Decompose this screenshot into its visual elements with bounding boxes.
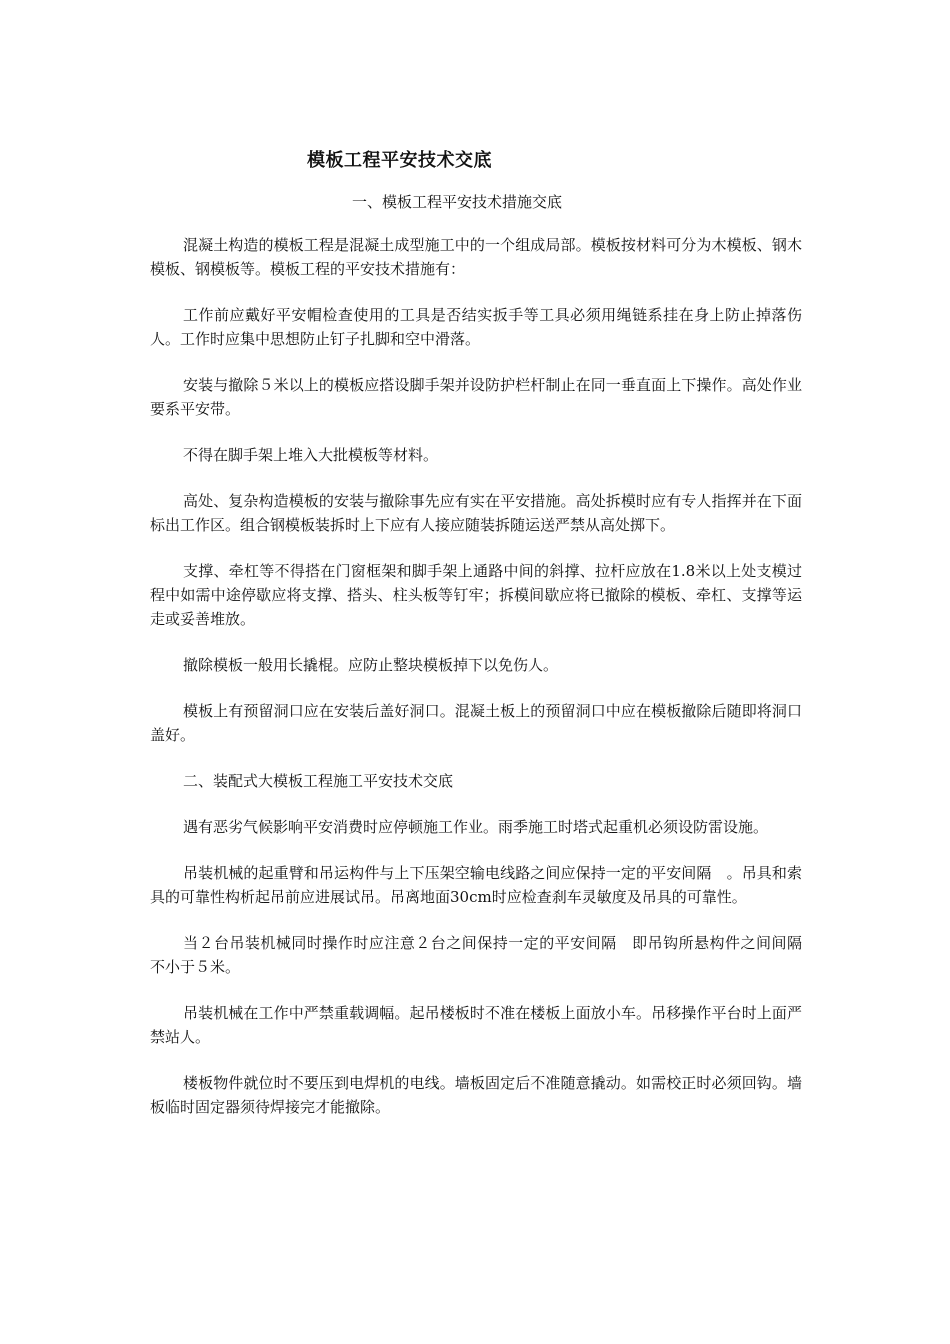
section-heading-1: 一、模板工程平安技术措施交底: [352, 193, 563, 211]
paragraph: 当２台吊装机械同时操作时应注意２台之间保持一定的平安间隔 即吊钩所悬构件之间间隔 不小于５米。: [150, 934, 818, 976]
paragraph: 遇有恶劣气候影响平安消费时应停顿施工作业。雨季施工时塔式起重机必须设防雷设施。: [183, 818, 769, 836]
document-body: [150, 233, 818, 1141]
paragraph: 工作前应戴好平安帽检查使用的工具是否结实扳手等工具必须用绳链系挂在身上防止掉落伤人。工作时应集中思想防止钉子扎脚和空中滑落。: [150, 306, 802, 348]
paragraph: 撤除模板一般用长撬棍。应防止整块模板掉下以免伤人。: [183, 656, 559, 674]
paragraph: 楼板物件就位时不要压到电焊机的电线。墙板固定后不准随意撬动。如需校正时必须回钩。墙板临时固定器须待焊接完才能撤除。: [150, 1074, 802, 1116]
paragraph: 吊装机械在工作中严禁重载调幅。起吊楼板时不准在楼板上面放小车。吊移操作平台时上面严禁站人。: [150, 1004, 802, 1046]
paragraph: 不得在脚手架上堆入大批模板等材料。: [183, 446, 439, 464]
paragraph: 支撑、牵杠等不得搭在门窗框架和脚手架上通路中间的斜撑、拉杆应放在1.8米以上处支模过程中如需中途停歇应将支撑、搭头、柱头板等钉牢；拆模间歇应将已撤除的模板、牵杠、支撑等运走或妥善堆放。: [150, 562, 802, 628]
paragraph: 高处、复杂构造模板的安装与撤除事先应有实在平安措施。高处拆模时应有专人指挥并在下面标出工作区。组合钢模板装拆时上下应有人接应随装拆随运送严禁从高处掷下。: [150, 492, 802, 534]
paragraph: 安装与撤除５米以上的模板应搭设脚手架并设防护栏杆制止在同一垂直面上下操作。高处作业要系平安带。: [150, 376, 802, 418]
paragraph: 混凝土构造的模板工程是混凝土成型施工中的一个组成局部。模板按材料可分为木模板、钢木模板、钢模板等。模板工程的平安技术措施有：: [150, 236, 802, 278]
document-title: 模板工程平安技术交底: [307, 150, 492, 171]
section-heading-2: 二、装配式大模板工程施工平安技术交底: [183, 772, 454, 790]
paragraph: 模板上有预留洞口应在安装后盖好洞口。混凝土板上的预留洞口中应在模板撤除后随即将洞口盖好。: [150, 702, 802, 744]
paragraph: 吊装机械的起重臂和吊运构件与上下压架空输电线路之间应保持一定的平安间隔 。吊具和索具的可靠性构析起吊前应进展试吊。吊离地面30cm时应检查刹车灵敏度及吊具的可靠性。: [150, 864, 802, 906]
